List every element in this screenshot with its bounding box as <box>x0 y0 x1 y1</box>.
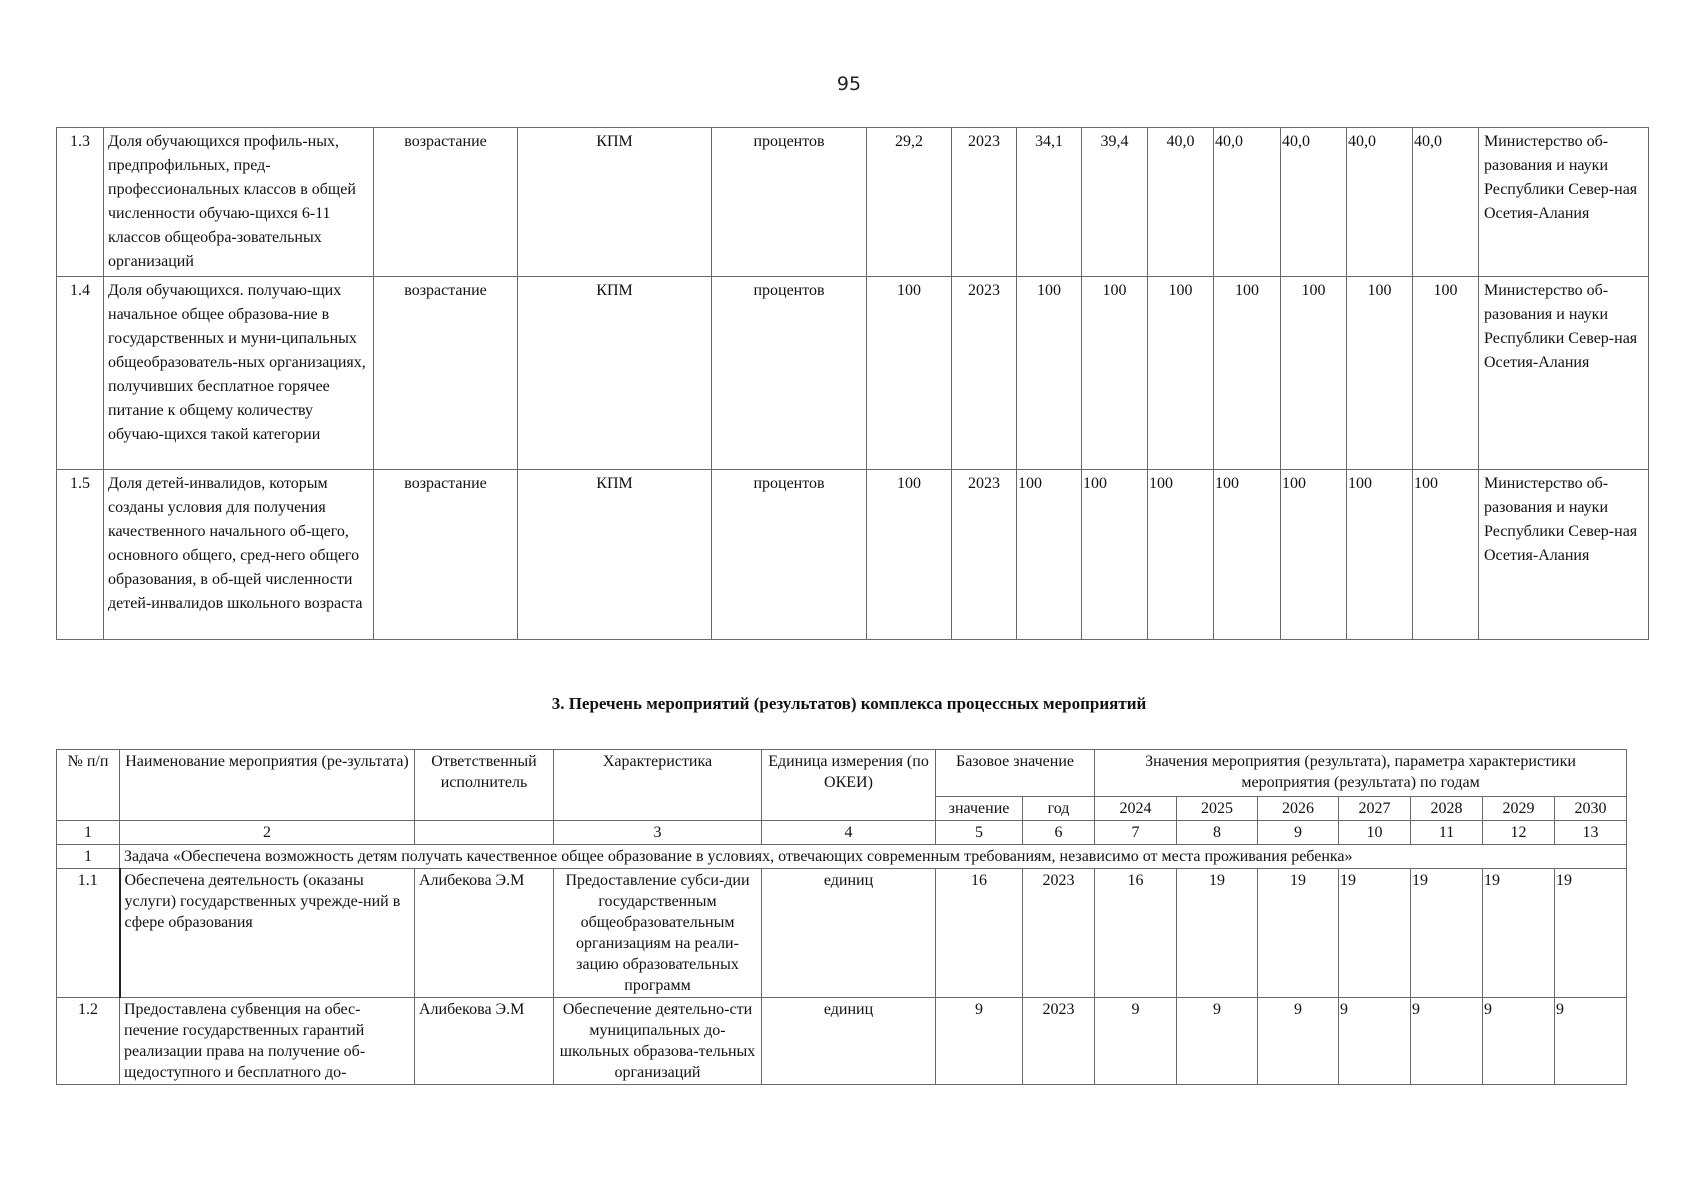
value-2028: 40,0 <box>1281 128 1347 277</box>
value-2030: 100 <box>1413 470 1479 640</box>
measures-table <box>56 749 1627 1085</box>
table-row <box>57 277 1649 470</box>
value-2030: 19 <box>1555 869 1627 998</box>
value-2024: 100 <box>1017 277 1082 470</box>
table-row <box>57 998 1627 1085</box>
base-year: 2023 <box>1023 998 1095 1085</box>
value-2029: 100 <box>1347 277 1413 470</box>
value-2024: 9 <box>1095 998 1177 1085</box>
header-name: Наименование мероприятия (ре-зультата) <box>120 750 415 821</box>
header-row <box>57 750 1627 797</box>
column-number: 12 <box>1483 821 1555 845</box>
base-value: 9 <box>936 998 1023 1085</box>
measure-unit: единиц <box>762 869 936 998</box>
indicator-number: 1.5 <box>57 470 104 640</box>
base-value: 29,2 <box>867 128 952 277</box>
measure-responsible: Алибекова Э.М <box>415 869 554 998</box>
value-2024: 34,1 <box>1017 128 1082 277</box>
measure-unit: единиц <box>762 998 936 1085</box>
value-2025: 9 <box>1177 998 1258 1085</box>
column-number: 6 <box>1023 821 1095 845</box>
header-num: № п/п <box>57 750 120 821</box>
indicator-responsible: Министерство об-разования и науки Республики Север-ная Осетия-Алания <box>1479 470 1649 640</box>
indicator-responsible: Министерство об-разования и науки Республики Север-ная Осетия-Алания <box>1479 128 1649 277</box>
column-number-row <box>57 821 1627 845</box>
table-row <box>57 128 1649 277</box>
value-2027: 9 <box>1339 998 1411 1085</box>
base-value: 100 <box>867 277 952 470</box>
indicator-source: КПМ <box>518 277 712 470</box>
value-2026: 100 <box>1148 277 1214 470</box>
value-2026: 19 <box>1258 869 1339 998</box>
column-number <box>415 821 554 845</box>
indicator-name: Доля детей-инвалидов, которым созданы условия для получения качественного начального об-щего, основного общего, сред-него общего образования, в об-щей численности детей-инвалидов школьного возраста <box>104 470 374 640</box>
base-year: 2023 <box>952 128 1017 277</box>
section-title: 3. Перечень мероприятий (результатов) комплекса процессных мероприятий <box>551 694 1147 713</box>
value-2027: 100 <box>1214 277 1281 470</box>
header-characteristic: Характеристика <box>554 750 762 821</box>
indicator-direction: возрастание <box>374 277 518 470</box>
value-2026: 100 <box>1148 470 1214 640</box>
value-2026: 9 <box>1258 998 1339 1085</box>
table-row <box>57 869 1627 998</box>
column-number: 3 <box>554 821 762 845</box>
column-number: 5 <box>936 821 1023 845</box>
indicator-name: Доля обучающихся профиль-ных, предпрофильных, пред-профессиональных классов в общей численности обучаю-щихся 6-11 классов общеобра-зовательных организаций <box>104 128 374 277</box>
indicator-direction: возрастание <box>374 128 518 277</box>
measure-number: 1.2 <box>57 998 120 1085</box>
measure-name: Обеспечена деятельность (оказаны услуги) государственных учрежде-ний в сфере образования <box>120 869 415 998</box>
base-year: 2023 <box>952 277 1017 470</box>
value-2030: 9 <box>1555 998 1627 1085</box>
value-2025: 19 <box>1177 869 1258 998</box>
column-number: 4 <box>762 821 936 845</box>
column-number: 13 <box>1555 821 1627 845</box>
header-year: 2029 <box>1483 797 1555 821</box>
indicator-direction: возрастание <box>374 470 518 640</box>
value-2025: 39,4 <box>1082 128 1148 277</box>
indicator-unit: процентов <box>712 470 867 640</box>
base-year: 2023 <box>1023 869 1095 998</box>
indicators-table <box>56 127 1649 640</box>
base-year: 2023 <box>952 470 1017 640</box>
indicator-responsible: Министерство об-разования и науки Республики Север-ная Осетия-Алания <box>1479 277 1649 470</box>
header-base-year: год <box>1023 797 1095 821</box>
header-values-group: Значения мероприятия (результата), параметра характеристики мероприятия (результата) по годам <box>1095 750 1627 797</box>
indicator-source: КПМ <box>518 470 712 640</box>
value-2030: 100 <box>1413 277 1479 470</box>
measure-number: 1.1 <box>57 869 120 998</box>
value-2024: 100 <box>1017 470 1082 640</box>
value-2027: 100 <box>1214 470 1281 640</box>
column-number: 8 <box>1177 821 1258 845</box>
header-year: 2025 <box>1177 797 1258 821</box>
indicator-source: КПМ <box>518 128 712 277</box>
task-row <box>57 845 1627 869</box>
value-2027: 19 <box>1339 869 1411 998</box>
measure-responsible: Алибекова Э.М <box>415 998 554 1085</box>
header-year: 2030 <box>1555 797 1627 821</box>
value-2024: 16 <box>1095 869 1177 998</box>
header-year: 2028 <box>1411 797 1483 821</box>
header-year: 2027 <box>1339 797 1411 821</box>
header-responsible: Ответственный исполнитель <box>415 750 554 821</box>
column-number: 2 <box>120 821 415 845</box>
measure-name: Предоставлена субвенция на обес-печение государственных гарантий реализации права на получение об-щедоступного и бесплатного до- <box>120 998 415 1085</box>
value-2028: 100 <box>1281 277 1347 470</box>
base-value: 16 <box>936 869 1023 998</box>
base-value: 100 <box>867 470 952 640</box>
column-number: 10 <box>1339 821 1411 845</box>
header-base-value: значение <box>936 797 1023 821</box>
value-2029: 100 <box>1347 470 1413 640</box>
value-2026: 40,0 <box>1148 128 1214 277</box>
indicator-unit: процентов <box>712 128 867 277</box>
value-2028: 9 <box>1411 998 1483 1085</box>
header-unit: Единица измерения (по ОКЕИ) <box>762 750 936 821</box>
value-2025: 100 <box>1082 470 1148 640</box>
header-year: 2024 <box>1095 797 1177 821</box>
value-2029: 9 <box>1483 998 1555 1085</box>
value-2027: 40,0 <box>1214 128 1281 277</box>
value-2025: 100 <box>1082 277 1148 470</box>
column-number: 11 <box>1411 821 1483 845</box>
value-2028: 100 <box>1281 470 1347 640</box>
column-number: 9 <box>1258 821 1339 845</box>
indicator-name: Доля обучающихся. получаю-щих начальное общее образова-ние в государственных и муни-ципальных общеобразователь-ных организациях, получивших бесплатное горячее питание к общему количеству обучаю-щихся такой категории <box>104 277 374 470</box>
indicator-number: 1.4 <box>57 277 104 470</box>
header-base: Базовое значение <box>936 750 1095 797</box>
value-2028: 19 <box>1411 869 1483 998</box>
measure-characteristic: Обеспечение деятельно-сти муниципальных до-школьных образова-тельных организаций <box>554 998 762 1085</box>
task-number: 1 <box>57 845 120 869</box>
value-2029: 40,0 <box>1347 128 1413 277</box>
page-number: 95 <box>836 73 862 95</box>
indicator-unit: процентов <box>712 277 867 470</box>
task-text: Задача «Обеспечена возможность детям получать качественное общее образование в условиях, отвечающих современным требованиям, независимо от места проживания ребенка» <box>120 845 1627 869</box>
table-row <box>57 470 1649 640</box>
indicator-number: 1.3 <box>57 128 104 277</box>
header-year: 2026 <box>1258 797 1339 821</box>
value-2029: 19 <box>1483 869 1555 998</box>
column-number: 7 <box>1095 821 1177 845</box>
measure-characteristic: Предоставление субси-дии государственным общеобразовательным организациям на реали-зацию образовательных программ <box>554 869 762 998</box>
column-number: 1 <box>57 821 120 845</box>
value-2030: 40,0 <box>1413 128 1479 277</box>
